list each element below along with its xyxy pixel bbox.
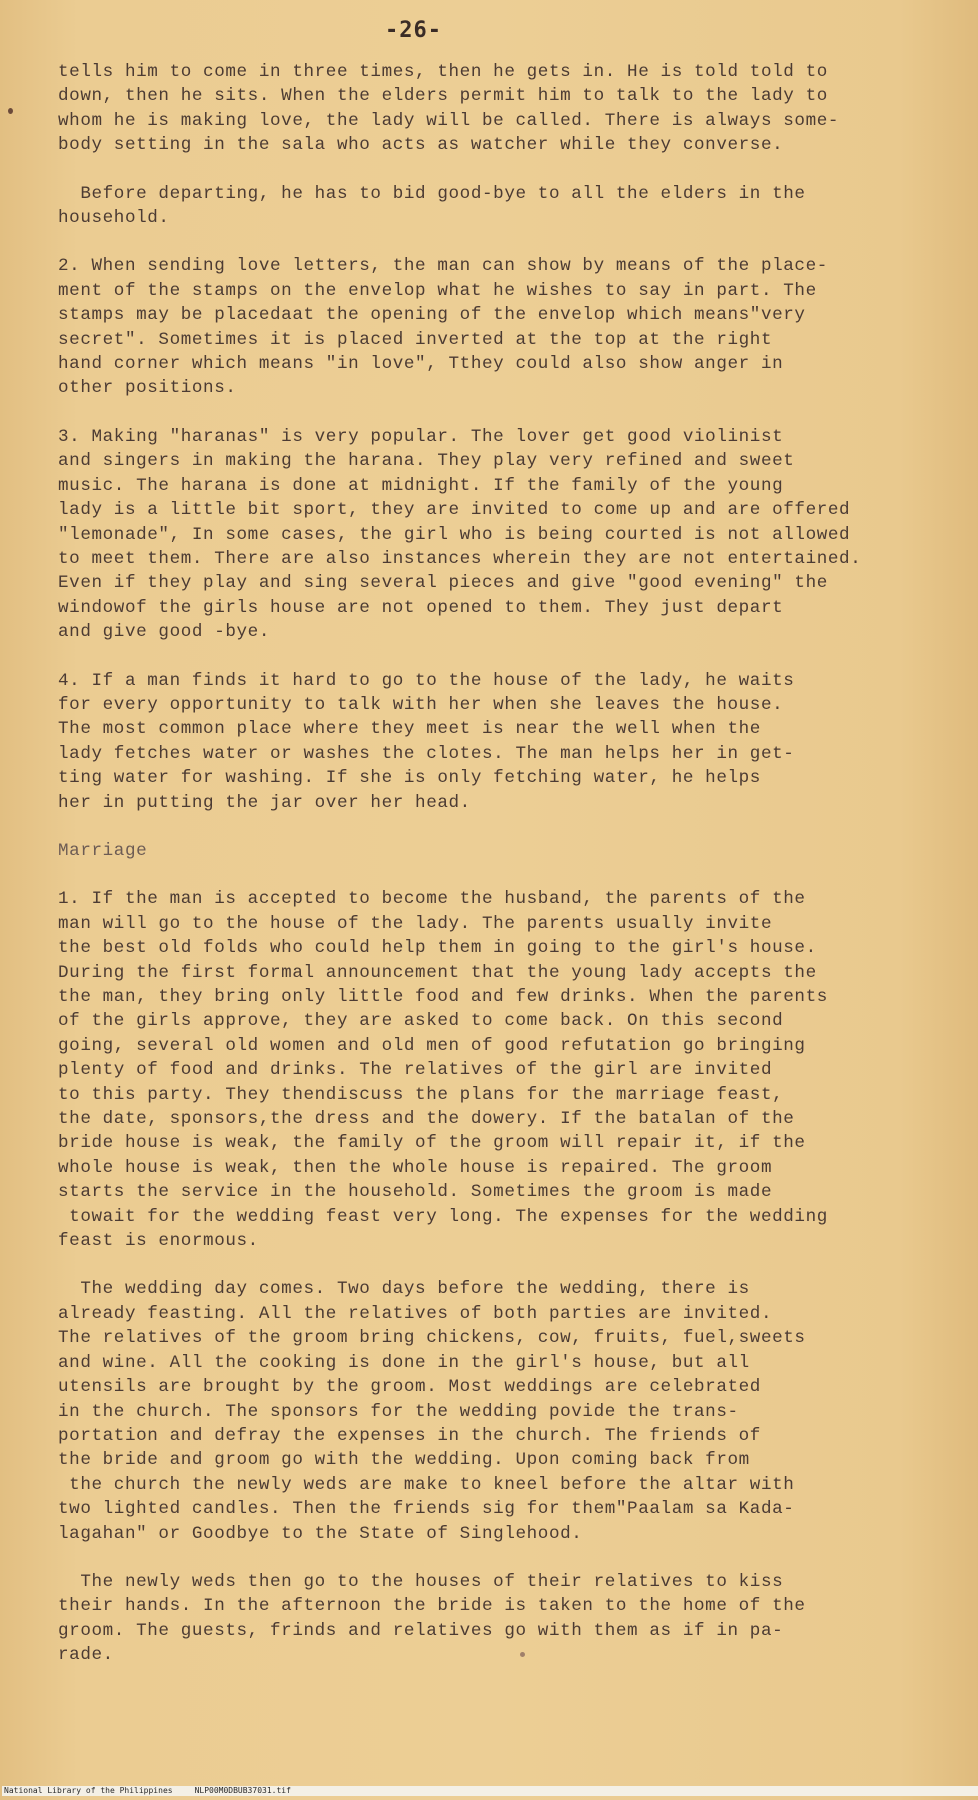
text-line: for every opportunity to talk with her when she leaves the house. (58, 694, 784, 715)
text-line: body setting in the sala who acts as watcher while they converse. (58, 135, 784, 156)
paragraph-marriage-2 (58, 1277, 938, 1545)
text-line: the best old folds who could help them in going to the girl's house. (58, 938, 817, 959)
text-line: The relatives of the groom bring chickens, cow, fruits, fuel,sweets (58, 1328, 806, 1349)
text-line: plenty of food and drinks. The relatives of the girl are invited (58, 1060, 773, 1081)
text-line: lady is a little bit sport, they are invited to come up and are offered (58, 500, 851, 521)
text-line: Before departing, he has to bid good-bye to all the elders in the (58, 183, 806, 204)
text-line: rade. (58, 1645, 114, 1666)
text-line: ting water for washing. If she is only fetching water, he helps (58, 768, 761, 789)
text-line: two lighted candles. Then the friends sig for them"Paalam sa Kada- (58, 1499, 795, 1520)
paragraph-well (58, 669, 938, 815)
text-line: tells him to come in three times, then he gets in. He is told told to (58, 62, 828, 82)
text-line: "lemonade", In some cases, the girl who is being courted is not allowed (58, 524, 851, 545)
text-line: 4. If a man finds it hard to go to the house of the lady, he waits (58, 670, 795, 691)
paragraph-marriage-1 (58, 887, 938, 1253)
text-line: to this party. They thendiscuss the plans for the marriage feast, (58, 1084, 784, 1105)
text-line: groom. The guests, frinds and relatives go with them as if in pa- (58, 1620, 784, 1641)
text-line: 2. When sending love letters, the man can show by means of the place- (58, 256, 828, 277)
text-line: the date, sponsors,the dress and the dowery. If the batalan of the (58, 1109, 795, 1130)
paragraph-love-letters (58, 254, 938, 400)
text-line: feast is enormous. (58, 1231, 259, 1252)
paragraph-marriage-3 (58, 1570, 938, 1668)
text-line: The most common place where they meet is near the well when the (58, 719, 761, 740)
text-line: 1. If the man is accepted to become the husband, the parents of the (58, 889, 806, 910)
text-line: and wine. All the cooking is done in the girl's house, but all (58, 1352, 750, 1373)
footer-library: National Library of the Philippines (4, 1786, 173, 1795)
text-line: down, then he sits. When the elders permit him to talk to the lady to (58, 86, 828, 107)
ink-spot (8, 108, 13, 114)
text-line: starts the service in the household. Sometimes the groom is made (58, 1182, 773, 1203)
section-heading-marriage: Marriage (58, 840, 148, 861)
paragraph-departing (58, 182, 938, 231)
text-line: towait for the wedding feast very long. The expenses for the wedding (58, 1206, 828, 1227)
text-line: other positions. (58, 378, 237, 399)
text-line: the man, they bring only little food and few drinks. When the parents (58, 987, 828, 1007)
text-line: lady fetches water or washes the clotes. The man helps her in get- (58, 743, 795, 764)
text-line: portation and defray the expenses in the church. The friends of (58, 1425, 761, 1446)
text-line: man will go to the house of the lady. The parents usually invite (58, 913, 773, 934)
text-line: her in putting the jar over her head. (58, 792, 471, 813)
text-line: During the first formal announcement that the young lady accepts the (58, 962, 817, 983)
text-line: The newly weds then go to the houses of their relatives to kiss (58, 1571, 784, 1592)
text-line: The wedding day comes. Two days before the wedding, there is (58, 1279, 750, 1300)
text-line: the church the newly weds are make to kneel before the altar with (58, 1474, 795, 1495)
text-line: of the girls approve, they are asked to come back. On this second (58, 1011, 784, 1032)
archive-footer (2, 1786, 978, 1796)
text-line: music. The harana is done at midnight. If the family of the young (58, 475, 784, 496)
text-line: secret". Sometimes it is placed inverted at the top at the right (58, 329, 773, 350)
typed-text-body (58, 60, 938, 1668)
text-line: stamps may be placedaat the opening of the envelop which means"very (58, 305, 806, 326)
text-line: 3. Making "haranas" is very popular. The lover get good violinist (58, 426, 784, 447)
text-line: whom he is making love, the lady will be called. There is always some- (58, 110, 840, 131)
footer-file-code: NLP00M0DBUB37031.tif (194, 1786, 291, 1795)
text-line: hand corner which means "in love", Tthey could also show anger in (58, 354, 784, 375)
text-line: going, several old women and old men of good refutation go bringing (58, 1035, 806, 1056)
paragraph-haranas (58, 425, 938, 645)
page-number: -26- (385, 18, 442, 43)
text-line: already feasting. All the relatives of both parties are invited. (58, 1303, 773, 1324)
text-line: and give good -bye. (58, 622, 271, 643)
text-line: lagahan" or Goodbye to the State of Singlehood. (58, 1523, 583, 1544)
paragraph-intro (58, 60, 938, 158)
text-line: to meet them. There are also instances wherein they are not entertained. (58, 548, 862, 569)
text-line: ment of the stamps on the envelop what he wishes to say in part. The (58, 280, 817, 301)
text-line: and singers in making the harana. They play very refined and sweet (58, 451, 795, 472)
text-line: the bride and groom go with the wedding. Upon coming back from (58, 1450, 750, 1471)
text-line: whole house is weak, then the whole house is repaired. The groom (58, 1157, 773, 1178)
text-line: bride house is weak, the family of the groom will repair it, if the (58, 1133, 806, 1154)
text-line: windowof the girls house are not opened to them. They just depart (58, 597, 784, 618)
text-line: household. (58, 208, 170, 229)
text-line: their hands. In the afternoon the bride is taken to the home of the (58, 1596, 806, 1617)
text-line: utensils are brought by the groom. Most weddings are celebrated (58, 1377, 761, 1398)
text-line: Even if they play and sing several pieces and give "good evening" the (58, 573, 828, 594)
text-line: in the church. The sponsors for the wedding povide the trans- (58, 1401, 739, 1422)
